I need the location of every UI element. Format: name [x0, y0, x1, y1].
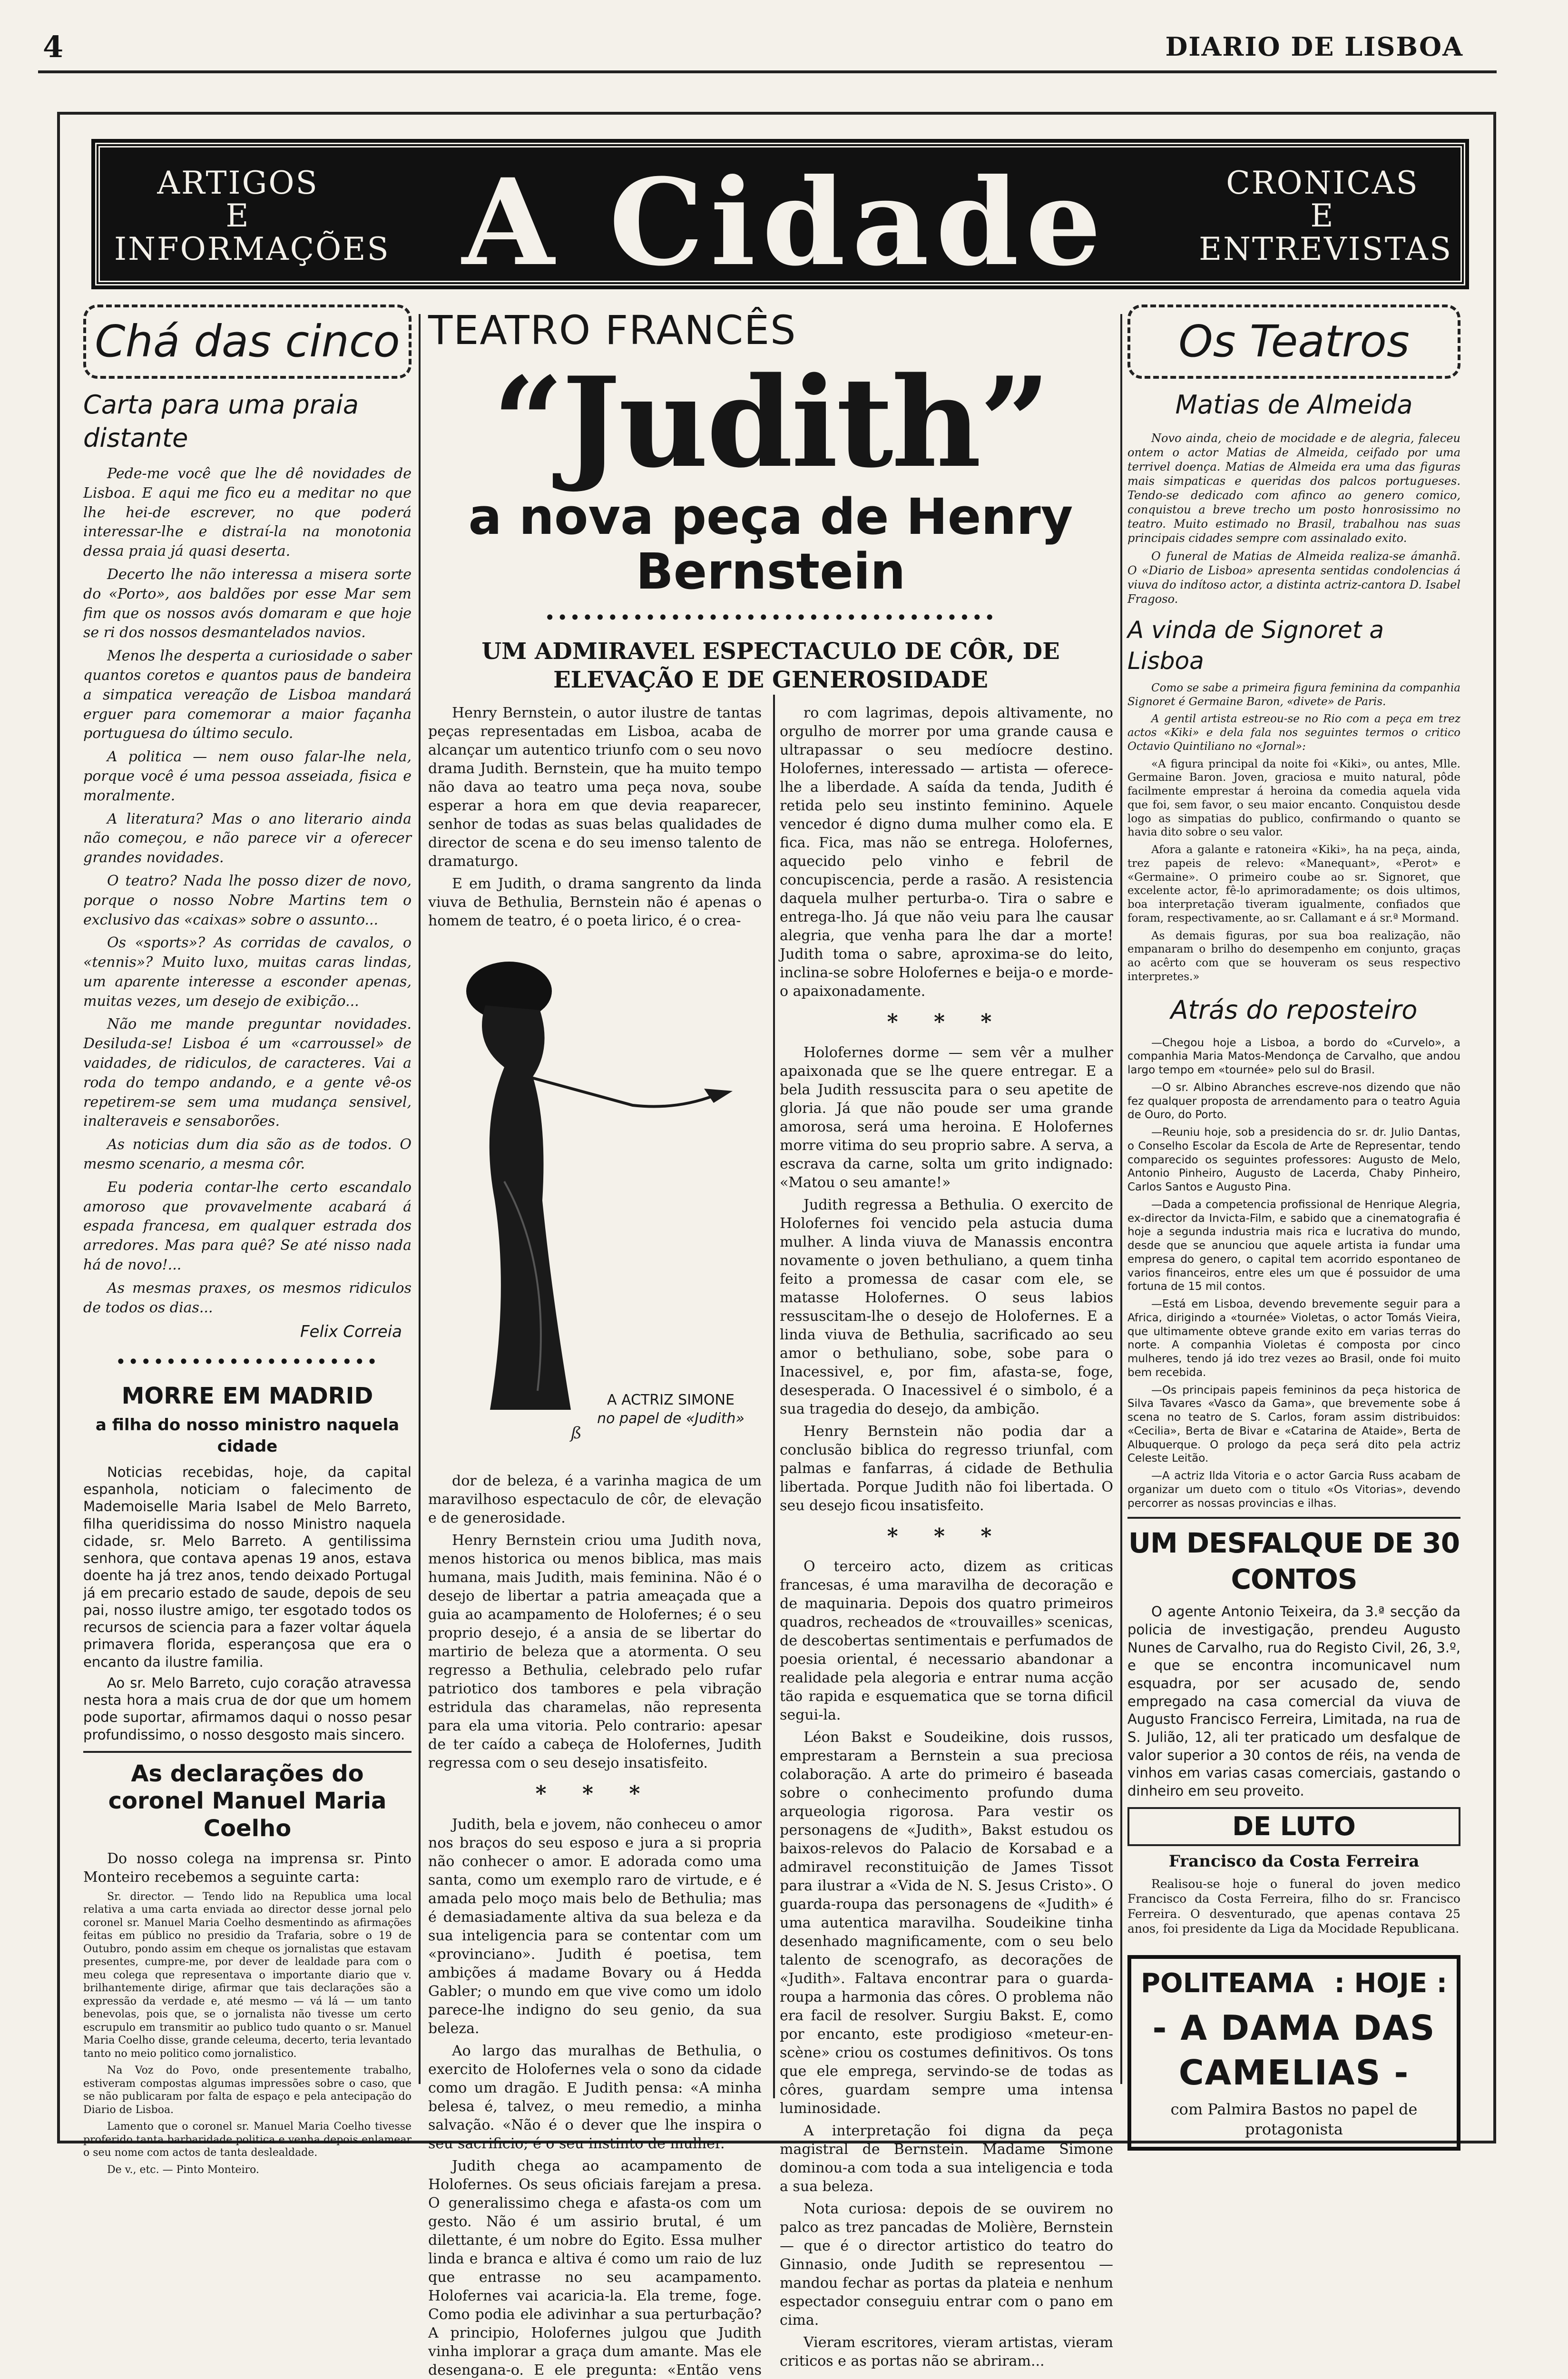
paragraph: —Dada a competencia profissional de Henrique Alegria, ex-director da Invicta-Film, e sabido que a cinematografia é hoje a segunda industria mais rica e lucrativa do mundo, desde que se anunciou que aquele artista ia fundar uma empresa do genero, o capital tem acorrido espontaneo de varios financeiros, entre eles um que é possuidor de uma fortuna de 15 mil contos. [1127, 1198, 1460, 1293]
illustration-block [428, 934, 762, 1472]
paragraph: Como se sabe a primeira figura feminina da companhia Signoret é Germaine Baron, «divete» de Paris. [1127, 681, 1460, 708]
paragraph: Judith regressa a Bethulia. O exercito de Holofernes foi vencido pela astucia duma mulher. A linda viuva de Manassis encontra novamente o joven bethuliano, a quem tinha feito a promessa de casar com ele, se matasse Holofernes. O seus labios ressuscitam-lhe o desejo de Holofernes. E a linda viuva de Bethulia, sacrificado ao seu amor o bethuliano, sobe, sobe para o Inacessivel, e, por fim, afasta-se, foge, desesperada. O Inacessivel é o simbolo, é a sua tragedia do desejo, da ambição. [780, 1196, 1113, 1417]
center-col-1 [428, 704, 762, 2379]
banner-right-line: CRONICAS [1226, 165, 1419, 201]
deck: UM ADMIRAVEL ESPECTACULO DE CÔR, DE ELEVAÇÃO E DE GENEROSIDADE [481, 638, 1060, 694]
paragraph: Henry Bernstein não podia dar a conclusão biblica do regresso triunfal, com palmas e fanfarras, á cidade de Bethulia libertada. Porque Judith não foi libertada. O seu desejo ficou insatisfeito. [780, 1423, 1113, 1514]
paragraph: ro com lagrimas, depois altivamente, no orgulho de morrer por uma grande causa e ultrapassar o seu medíocre destino. Holofernes, interessado — artista — oferece-lhe a liberdade. A saída da tenda, Judith é retida pelo seu instinto feminino. Aquele vencedor é digno duma mulher como ela. E fica. Fica, mas não se entrega. Holofernes, aquecido pelo vinho e febril de concupiscencia, perde a rasão. A resistencia daquela mulher perturba-o. Tira o sabre e entrega-lho. Já que não veiu para lhe causar alegria, que venha para lhe dar a morte! Judith toma o sabre, aproxima-se do leito, inclina-se sobre Holofernes e beija-o e morde-o apaixonadamente. [780, 705, 1113, 1000]
paragraph: Holofernes dorme — sem vêr a mulher apaixonada que se lhe quere entregar. E a bela Judith ressuscita para o seu apetite de gloria. Já que não poude ser uma grande amorosa, será uma heroina. E Holofernes morre vitima do seu proprio sabre. A serva, a escrava da carne, solta um grito indignado: «Matou o seu amante!» [780, 1044, 1113, 1191]
paragraph: A interpretação foi digna da peça magistral de Bernstein. Madame Simone dominou-a com toda a sua inteligencia e toda a sua beleza. [780, 2122, 1113, 2195]
section-cha-das-cinco: Chá das cinco [83, 305, 412, 379]
paragraph: Afora a galante e ratoneira «Kiki», ha na peça, ainda, trez papeis de relevo: «Manequant», «Perot» e «Germaine». O primeiro coube ao sr. Signoret, que excelente actor, fê-lo aprimoradamente; os dois ultimos, boa interpretação tiveram igualmente, confiados que foram, respectivamente, ao sr. Callamant e á sr.ª Mormand. [1127, 844, 1460, 924]
illustration-caption [585, 1391, 756, 1428]
paragraph: Não me mande preguntar novidades. Desiluda-se! Lisboa é um «carroussel» de vaidades, de ridiculos, de caracteres. Vai a roda do tempo andando, e a gente vê-os repetirem-se sem uma mudança sensivel, inalteraveis e sensaborões. [83, 1016, 412, 1130]
divider [1127, 1517, 1460, 1519]
paragraph: E em Judith, o drama sangrento da linda viuva de Bethulia, Bernstein não é apenas o homem de teatro, é o poeta lirico, é o crea- [428, 875, 762, 930]
ad-play: - A DAMA DAS CAMELIAS - [1152, 2007, 1436, 2093]
paragraph: —A actriz Ilda Vitoria e o actor Garcia Russ acabam de organizar um dueto com o titulo «Os Vitorias», devendo percorrer as nossas provincias e ilhas. [1127, 1470, 1460, 1510]
caption-line: no papel de «Judith» [597, 1410, 745, 1427]
heading-desfalque: UM DESFALQUE DE 30 CONTOS [1128, 1527, 1460, 1595]
obit-body [83, 1464, 412, 1743]
paragraph: Sr. director. — Tendo lido na Republica uma local relativa a uma carta enviada ao director desse jornal pelo coronel sr. Manuel Maria Coelho desmentindo as afirmações feitas em público no presidio da Trafaria, sobre o 19 de Outubro, pondo assim em cheque os jornalistas que estavam presentes, cumpre-me, por dever de lealdade para com o meu colega que representava o importante diario que v. brilhantemente dirige, afirmar que tais declarações são a expressão da verdade e, até mesmo — vá lá — um tanto benevolas, pois que, se o jornalista não tivesse um certo escrupulo em transmitir ao publico tudo quanto o sr. Manuel Maria Coelho disse, grande celeuma, decerto, teria levantado tanto no meio politico como jornalistico. [83, 1890, 412, 2060]
banner-left-line: ARTIGOS [157, 165, 319, 201]
paragraph: O terceiro acto, dizem as criticas francesas, é uma maravilha de decoração e de maquinaria. Depois dos quatro primeiros quadros, recheados de «trouvailles» scenicas, de descobertas sentimentais e perfumados de poesia oriental, é necessario abandonar a realidade pela alegoria e entrar numa acção tão rapida e esquematica que se torna dificil segui-la. [780, 1558, 1113, 1723]
right-column [1127, 305, 1460, 2151]
paragraph: Ao sr. Melo Barreto, cujo coração atravessa nesta hora a mais crua de dor que um homem pode suportar, afirmamos daqui o nosso pesar profundissimo, o nosso desgosto mais sincero. [83, 1674, 412, 1743]
kicker: TEATRO FRANCÊS [428, 307, 797, 354]
heading-signoret: A vinda de Signoret a Lisboa [1127, 616, 1384, 675]
ornament-chain: •••••••••••••••••••••••••••••••••••• [544, 607, 997, 628]
ad-when: : HOJE : [1334, 1968, 1447, 1999]
banner-right [1199, 165, 1453, 267]
heading-matias-de-almeida: Matias de Almeida [1175, 389, 1413, 420]
paragraph: Henry Bernstein, o autor ilustre de tantas peças representadas em Lisboa, acaba de alcançar um autentico triunfo com o seu novo drama Judith. Bernstein, que ha muito tempo não dava ao teatro uma peça nova, soube esperar a hora em que devia reaparecer, senhor de todas as suas belas qualidades de director de scena e do seu imenso talento de dramaturgo. [428, 705, 762, 870]
header-rule [38, 70, 1497, 73]
article-body [83, 464, 412, 1317]
banner-title: A Cidade [462, 152, 1108, 292]
paragraph: Realisou-se hoje o funeral do joven medico Francisco da Costa Ferreira, filho do sr. Francisco Ferreira. O desventurado, que apenas contava 25 anos, foi presidente da Liga da Mocidade Republicana. [1127, 1877, 1460, 1936]
divider [83, 1751, 412, 1753]
paragraph: —Está em Lisboa, devendo brevemente seguir para a Africa, dirigindo a «tournée» Violetas, o actor Tomás Vieira, que ultimamente obteve grande exito em varias terras do norte. A companhia Violetas é composta por cinco mulheres, tendo já ido trez vezes ao Brasil, onde foi muito bem recebida. [1127, 1298, 1460, 1379]
de-luto-body [1127, 1877, 1460, 1936]
paragraph: O funeral de Matias de Almeida realiza-se ámanhã. O «Diario de Lisboa» apresenta sentidas condolencias á viuva do indítoso actor, a distinta actriz-cantora D. Isabel Fragoso. [1127, 549, 1460, 606]
column-rule [419, 314, 421, 2084]
declarations-title: As declarações do coronel Manuel Maria Coelho [108, 1760, 387, 1842]
column-rule [1120, 314, 1122, 2084]
reposteiro-body [1127, 1036, 1460, 1511]
paragraph: —Os principais papeis femininos da peça historica de Silva Tavares «Vasco da Gama», que brevemente sobe á scena no teatro de S. Carlos, foram assim distribuidos: «Cecilia», Berta de Bivar e «Catarina de Ataide», Berta de Albuquerque. O prologo da peça será dito pela actriz Celeste Leitão. [1127, 1384, 1460, 1465]
center-col-2 [780, 704, 1113, 2379]
ad-theatre: POLITEAMA [1141, 1968, 1314, 1999]
banner-left-line: E [225, 197, 250, 235]
section-os-teatros: Os Teatros [1127, 305, 1460, 379]
paragraph: As mesmas praxes, os mesmos ridiculos de todos os dias... [83, 1279, 412, 1316]
paragraph: O teatro? Nada lhe posso dizer de novo, porque o nosso Nobre Martins tem o exclusivo das «caixas» sobre o assunto... [83, 872, 412, 928]
paragraph: De v., etc. — Pinto Monteiro. [107, 2163, 259, 2176]
paragraph: Decerto lhe não interessa a misera sorte do «Porto», aos baldões por esse Mar sem fim que os nossos avós domaram e que hoje se ri dos nossos desmantelados navios. [83, 566, 412, 641]
signature: Felix Correia [300, 1322, 402, 1342]
newspaper-name: DIARIO DE LISBOA [1165, 31, 1463, 62]
paragraph: Pede-me você que lhe dê novidades de Lisboa. E aqui me fico eu a meditar no que lhe hei-de escrever, no que poderá interessar-lhe e distraí-la na monotonia dessa praia já quasi deserta. [83, 465, 412, 560]
obit-title: MORRE EM MADRID [121, 1383, 373, 1410]
actress-illustration [428, 934, 756, 1467]
obit-subtitle: a filha do nosso ministro naquela cidade [95, 1416, 400, 1456]
declarations-body [83, 1849, 412, 2177]
paragraph: As demais figuras, por sua boa realização, não empanaram o brilho do desempenho em conjunto, graças ao acêrto com que se houveram os seus respectivo interpretes.» [1127, 929, 1460, 983]
paragraph: Vieram escritores, vieram artistas, vieram criticos e as portas não se abriram... [780, 2334, 1113, 2369]
paragraph: Ao largo das muralhas de Bethulia, o exercito de Holofernes vela o sono da cidade como um dragão. E Judith pensa: «A minha belesa é, talvez, o meu remedio, a minha salvação. «Não é o dever que lhe inspira o seu sacrificio; é o seu instinto de mulher. [428, 2042, 762, 2152]
banner-left [114, 165, 390, 267]
paragraph: A politica — nem ouso falar-lhe nela, porque você é uma pessoa asseiada, fisica e moralmente. [83, 748, 412, 804]
paragraph: «A figura principal da noite foi «Kiki», ou antes, Mlle. Germaine Baron. Joven, graciosa e muito natural, pôde facilmente emprestar á heroina da comedia aquela vida que foi, sem favor, o seu maior encanto. Conquistou desde logo as simpatias do publico, confirmando o quanto se havia dito sobre o seu valor. [1127, 757, 1460, 839]
ad-header [1141, 1966, 1447, 2001]
paragraph: dor de beleza, é a varinha magica de um maravilhoso espectaculo de côr, de elevação e de generosidade. [428, 1473, 762, 1527]
paragraph: Judith chega ao acampamento de Holofernes. Os seus oficiais farejam a presa. O generalissimo chega e afasta-os com um gesto. Não é um assirio brutal, é um dilettante, é um nobre do Egito. Essa mulher linda e branca e altiva é como um raio de luz que entrasse no seu acampamento. Holofernes vai acaricia-la. Ela treme, foge. Como podia ele adivinhar a sua perturbação? A principio, Holofernes julgou que Judith vinha implorar a graça dum amante. Mas ele desengana-o. E ele pregunta: «Então vens [428, 2157, 762, 2379]
paragraph: Os «sports»? As corridas de cavalos, o «tennis»? Muito luxo, muitas caras lindas, um aparente interesse a esconder apenas, muitas vezes, um desejo de exibição... [83, 934, 412, 1010]
paragraph: Léon Bakst e Soudeikine, dois russos, emprestaram a Bernstein a sua preciosa colaboração. A arte do primeiro é baseada sobre o conhecimento profundo duma arqueologia rigorosa. Para vestir os personagens de «Judith», Bakst estudou os baixos-relevos do Palacio de Korsabad e a admiravel reconstituição de James Tissot para ilustrar a «Vida de N. S. Jesus Cristo». O guarda-roupa das personagens de «Judith» é uma autentica maravilha. Soudeikine tinha desenhado magnificamente, com o seu belo talento de scenografo, as decorações de «Judith». Faltava encontrar para o guarda-roupa a harmonia das côres. O problema não era facil de resolver. Surgiu Bakst. E, como por encanto, este prodigioso «meteur-en-scène» criou os costumes definitivos. Os tons que ele emprega, servindo-se de todas as côres, guardam sempre uma intensa luminosidade. [780, 1729, 1113, 2117]
ornament-chain: ••••••••••••••••••••• [115, 1351, 380, 1372]
matias-body [1127, 431, 1460, 606]
caption-line: A ACTRIZ SIMONE [607, 1392, 735, 1409]
paragraph: —Reuniu hoje, sob a presidencia do sr. dr. Julio Dantas, o Conselho Escolar da Escola de Arte de Representar, tendo comparecido os seguintes professores: Augusto de Melo, Antonio Pinheiro, Augusto de Lacerda, Chaby Pinheiro, Carlos Santos e Augusto Pina. [1127, 1126, 1460, 1194]
separator: * * * [887, 1010, 1006, 1034]
left-column [83, 305, 412, 2180]
paragraph: Na Voz do Povo, onde presentemente trabalho, estiveram compostas algumas impressões sobre o caso, que se não publicaram por falta de espaço e pela antecipação do Diario de Lisboa. [83, 2064, 412, 2116]
page-number: 4 [43, 29, 64, 64]
paragraph: A literatura? Mas o ano literario ainda não começou, e não parece vir a oferecer grandes novidades. [83, 810, 412, 866]
paragraph: O agente Antonio Teixeira, da 3.ª secção da policia de investigação, prendeu Augusto Nunes de Carvalho, rua do Registo Civil, 26, 3.º, e que se encontra incomunicavel num esquadra, por ser acusado de, sendo empregado na casa comercial da viuva de Augusto Francisco Ferreira, Limitada, na rua de S. Julião, 12, ali ter praticado um desfalque de valor superior a 30 contos de réis, na venda de vinhos em varias casas comerciais, gastando o dinheiro em seu proveito. [1127, 1603, 1460, 1799]
separator: * * * [535, 1781, 655, 1806]
paragraph: —Chegou hoje a Lisboa, a bordo do «Curvelo», a companhia Maria Matos-Mendonça de Carvalho, que andou largo tempo em «tournée» pelo sul do Brasil. [1127, 1036, 1460, 1077]
paragraph: Eu poderia contar-lhe certo escandalo amoroso que provavelmente acabará á espada francesa, em qualquer estrada dos arredores. Mas para quê? Se até nisso nada há de novo!... [83, 1179, 412, 1274]
section-banner [95, 143, 1465, 292]
article-title: Carta para uma praia distante [83, 389, 359, 453]
banner-right-line: E [1310, 197, 1335, 235]
paragraph: Do nosso colega na imprensa sr. Pinto Monteiro recebemos a seguinte carta: [83, 1850, 412, 1886]
banner-left-line: INFORMAÇÕES [114, 230, 390, 267]
heading-de-luto: DE LUTO [1127, 1807, 1460, 1846]
paragraph: Noticias recebidas, hoje, da capital espanhola, noticiam o falecimento de Mademoiselle Maria Isabel de Melo Barreto, filha queridissima do nosso Ministro naquela cidade, sr. Melo Barreto. A gentilissima senhora, que contava apenas 19 anos, estava doente ha já trez anos, tendo deixado Portugal já em precario estado de saude, depois de seu pai, nosso ilustre amigo, ter esgotado todos os recursos de sciencia para a fazer voltar áquela primavera florida, esperançosa que era o encanto da ilustre familia. [83, 1464, 412, 1670]
paragraph: A gentil artista estreou-se no Rio com a peça em trez actos «Kiki» e dela fala nos seguintes termos o critico Octavio Quintiliano no «Jornal»: [1127, 713, 1460, 753]
paragraph: Menos lhe desperta a curiosidade o saber quantos coretos e quantos paus de bandeira a simpatica vereação de Lisboa mandará erguer para comemorar a maior façanha portuguesa do último seculo. [83, 648, 412, 742]
paragraph: Lamento que o coronel sr. Manuel Maria Coelho tivesse proferido tanta barbaridade politica e venha depois enlamear o seu nome com actos de tanta deslealdade. [83, 2121, 412, 2159]
svg-text:ß: ß [571, 1424, 582, 1443]
headline: “Judith” [492, 350, 1049, 496]
desfalque-body [1127, 1603, 1460, 1800]
de-luto-subtitle: Francisco da Costa Ferreira [1168, 1852, 1420, 1871]
center-column [428, 305, 1113, 2379]
ad-cast: com Palmira Bastos no papel de protagonista [1170, 2100, 1418, 2138]
signoret-body [1127, 681, 1460, 984]
paragraph: Henry Bernstein criou uma Judith nova, menos historica ou menos biblica, mas mais humana, mais Judith, mais feminina. Não é o desejo de libertar a patria ameaçada que a guia ao acampamento de Holofernes; é o seu proprio desejo, é a ansia de se libertar do martirio de beleza que a atormenta. O seu regresso a Bethulia, celebrado pelo rufar patriotico dos tambores e pela vibração estridula das charamelas, não representa para ela uma vitoria. Pelo contrario: apesar de ter caído a cabeça de Holofernes, Judith regressa com o seu desejo insatisfeito. [428, 1532, 762, 1772]
banner-right-line: ENTREVISTAS [1199, 230, 1453, 267]
heading-atras-do-reposteiro: Atrás do reposteiro [1170, 994, 1418, 1025]
paragraph: Novo ainda, cheio de mocidade e de alegria, faleceu ontem o actor Matias de Almeida, ceifado por uma terrivel doença. Matias de Almeida era uma das figuras mais simpaticas e queridas dos palcos portugueses. Tendo-se dedicado com afinco ao genero comico, conquistou a breve trecho um posto honrosissimo no teatro. Muito estimado no Brasil, trabalhou nas suas principais cidades sempre com assinalado exito. [1127, 431, 1460, 545]
paragraph: As noticias dum dia são as de todos. O mesmo scenario, a mesma côr. [83, 1136, 412, 1173]
paragraph: Nota curiosa: depois de se ouvirem no palco as trez pancadas de Molière, Bernstein — que é o director artistico do teatro do Ginnasio, onde Judith se representou — mandou fechar as portas da plateia e nenhum espectador conseguiu entrar com o pano em cima. [780, 2200, 1113, 2329]
subheadline: a nova peça de Henry Bernstein [468, 488, 1073, 600]
theatre-advertisement [1127, 1955, 1460, 2151]
paragraph: —O sr. Albino Abranches escreve-nos dizendo que não fez qualquer proposta de arrendamento para o teatro Aguia de Ouro, do Porto. [1127, 1081, 1460, 1121]
paragraph: Judith, bela e jovem, não conheceu o amor nos braços do seu esposo e jura a si propria não conhecer o amor. E adorada como uma santa, como um exemplo raro de virtude, e é amada pelo moço mais belo de Bethulia; mas é demasiadamente altiva da sua beleza e da sua inteligencia para se contentar com um «provinciano». Judith é poetisa, tem ambições á madame Bovary ou á Hedda Gabler; o mundo em que vive como um idolo parece-lhe indigno do seu genio, da sua beleza. [428, 1816, 762, 2037]
center-text-columns [428, 704, 1113, 2379]
separator: * * * [887, 1524, 1006, 1548]
